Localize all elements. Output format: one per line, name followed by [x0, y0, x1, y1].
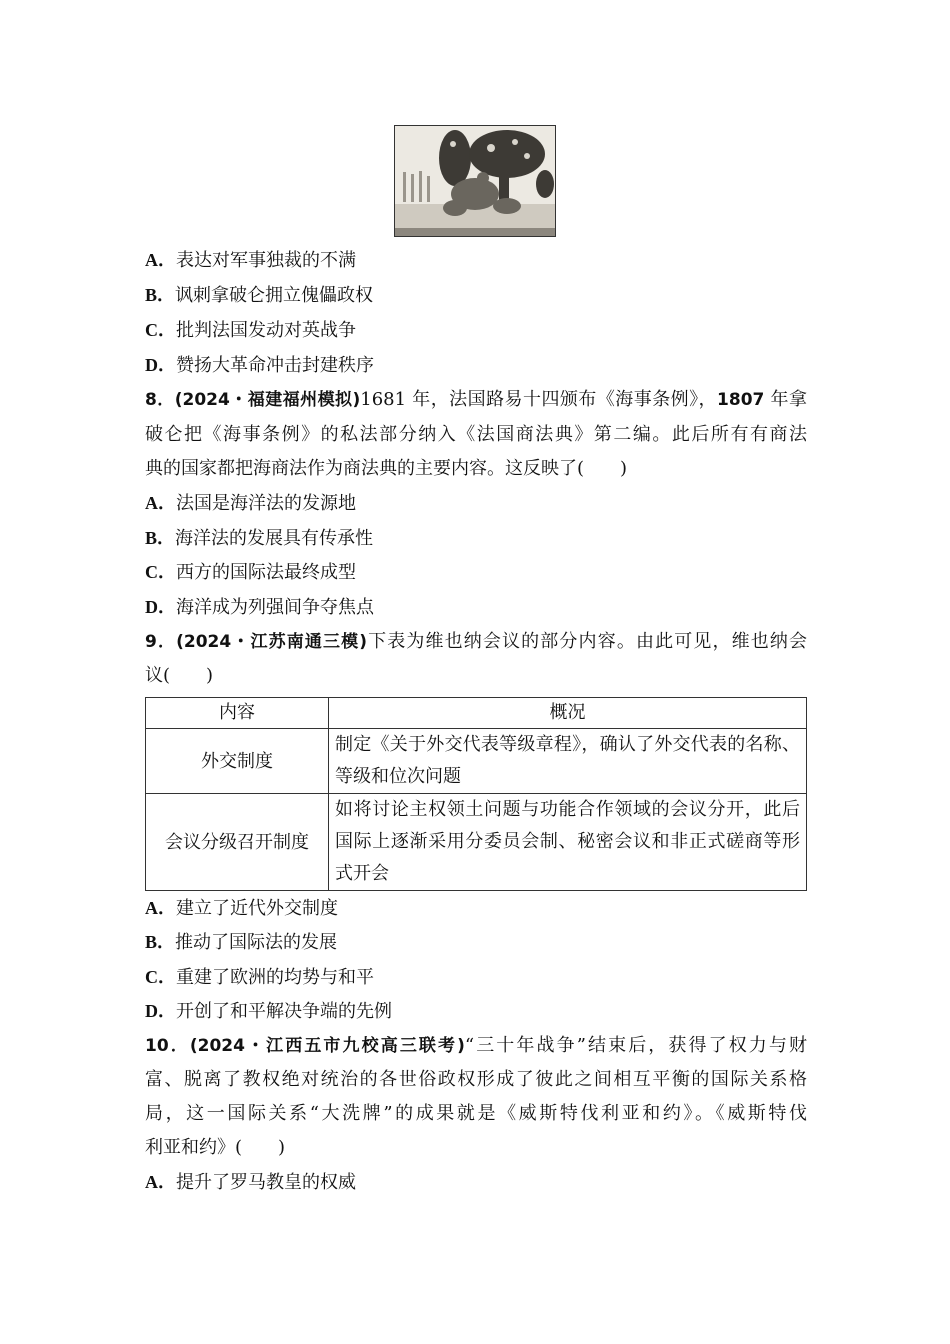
q8-option-c: C．西方的国际法最终成型 [145, 562, 356, 583]
q9-option-a: A．建立了近代外交制度 [145, 898, 338, 919]
table-row [146, 729, 807, 794]
q9-option-b: B．推动了国际法的发展 [145, 932, 338, 953]
table-cell-desc: 如将讨论主权领土问题与功能合作领域的会议分开，此后国际上逐渐采用分委员会制、秘密会议和非正式磋商等形式开会 [329, 794, 807, 891]
q8-option-d: D．海洋成为列强间争夺焦点 [145, 597, 374, 618]
q7-option-c: C．批判法国发动对英战争 [145, 320, 356, 341]
vienna-congress-table [145, 697, 807, 891]
q9-option-c: C．重建了欧洲的均势与和平 [145, 967, 374, 988]
cartoon-engraving-icon [395, 126, 555, 236]
q9-stem-line-2: 议( ) [145, 665, 214, 686]
table-header-row [146, 698, 807, 729]
q10-stem-line-2: 富、脱离了教权绝对统治的各世俗政权形成了彼此之间相互平衡的国际关系格 [145, 1069, 807, 1090]
q7-option-b: B．讽刺拿破仑拥立傀儡政权 [145, 285, 374, 306]
q7-option-d: D．赞扬大革命冲击封建秩序 [145, 355, 374, 376]
table-header-cell: 概况 [329, 698, 807, 729]
q9-stem-line-1: 9．(2024・江苏南通三模)下表为维也纳会议的部分内容。由此可见，维也纳会 [145, 631, 807, 652]
q7-option-a: A．表达对军事独裁的不满 [145, 250, 356, 271]
q10-option-a: A．提升了罗马教皇的权威 [145, 1172, 356, 1193]
q9-option-d: D．开创了和平解决争端的先例 [145, 1001, 392, 1022]
q8-option-a: A．法国是海洋法的发源地 [145, 493, 356, 514]
historical-cartoon-image [394, 125, 556, 237]
q10-stem-line-3: 局，这一国际关系“大洗牌”的成果就是《威斯特伐利亚和约》。《威斯特伐 [145, 1103, 807, 1124]
table-cell-name: 会议分级召开制度 [146, 794, 329, 891]
q10-stem-line-1: 10．(2024・江西五市九校高三联考)“三十年战争”结束后，获得了权力与财 [145, 1035, 807, 1056]
q8-stem-line-1: 8．(2024・福建福州模拟)1681 年，法国路易十四颁布《海事条例》，1807 年拿 [145, 389, 807, 410]
table-cell-desc: 制定《关于外交代表等级章程》，确认了外交代表的名称、等级和位次问题 [329, 729, 807, 794]
q8-stem-line-2: 破仑把《海事条例》的私法部分纳入《法国商法典》第二编。此后所有有商法 [145, 424, 807, 445]
q8-option-b: B．海洋法的发展具有传承性 [145, 528, 374, 549]
table-cell-name: 外交制度 [146, 729, 329, 794]
table-header-cell: 内容 [146, 698, 329, 729]
table-row [146, 794, 807, 891]
q8-stem-line-3: 典的国家都把海商法作为商法典的主要内容。这反映了( ) [145, 458, 628, 479]
q10-stem-line-4: 利亚和约》( ) [145, 1137, 286, 1158]
